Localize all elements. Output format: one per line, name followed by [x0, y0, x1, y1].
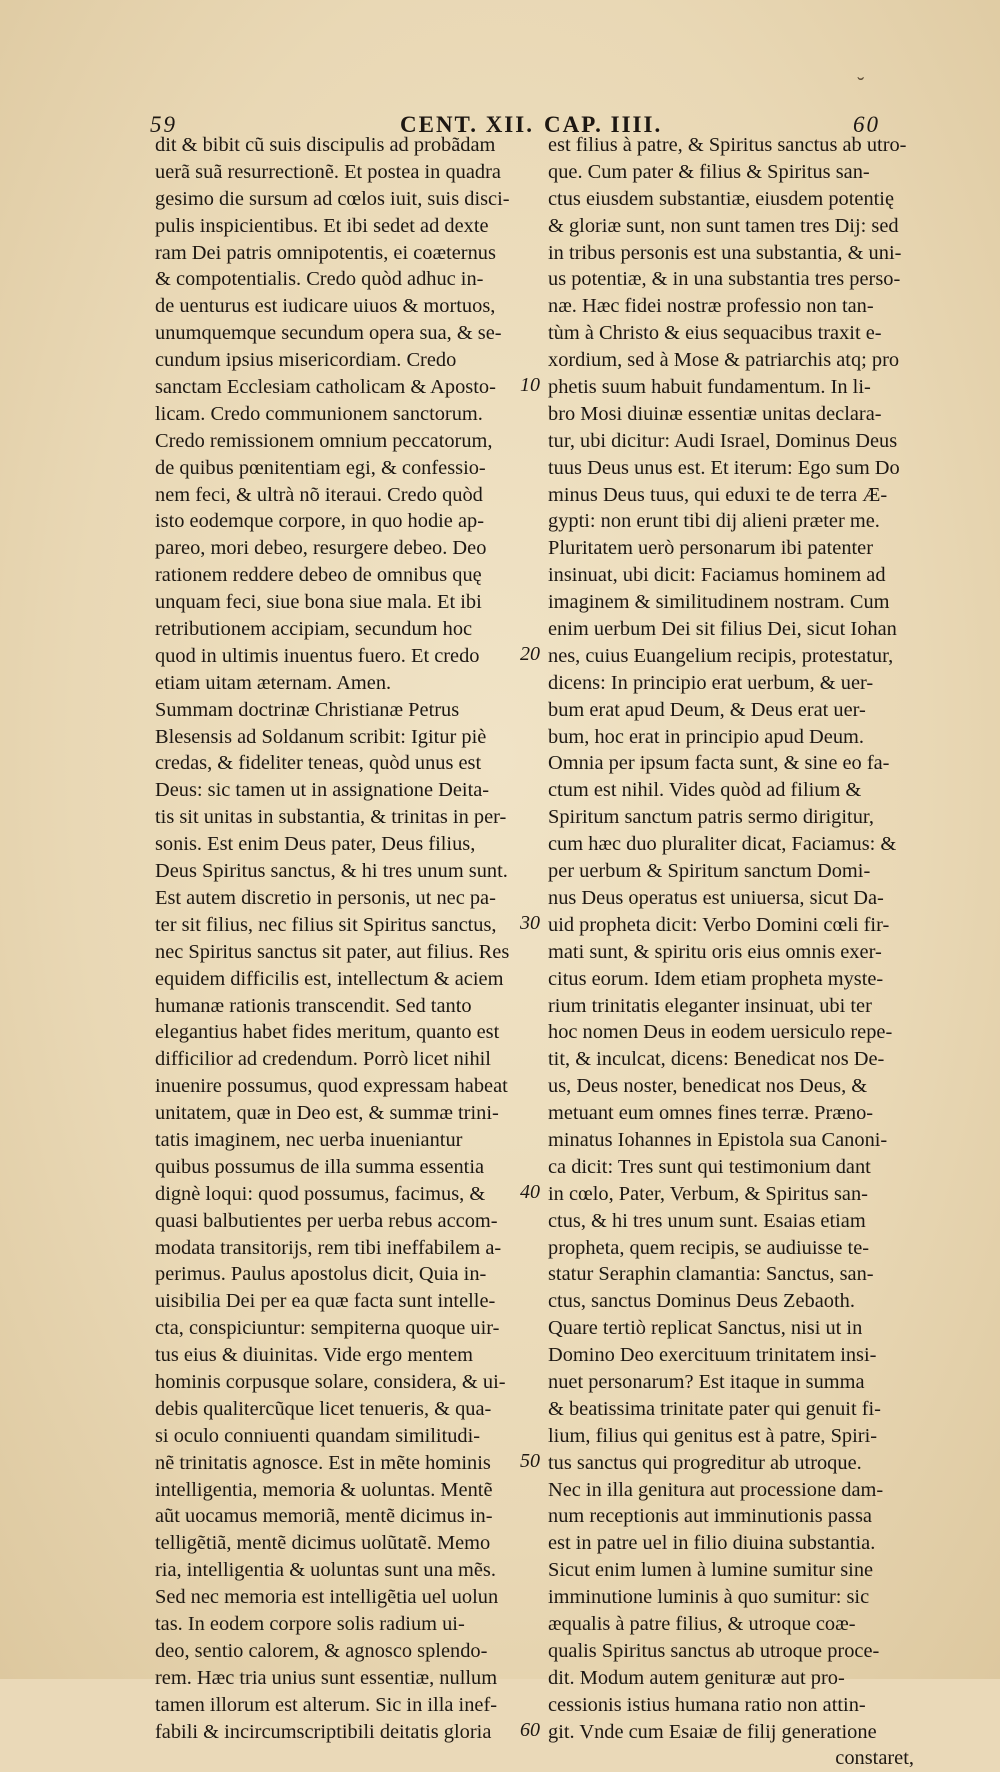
text-line: ctum est nihil. Vides quòd ad filium &: [548, 779, 862, 802]
text-line: cum hæc duo pluraliter dicat, Faciamus: &: [548, 833, 897, 856]
text-line: rem. Hæc tria unius sunt essentiæ, nullum: [155, 1666, 498, 1689]
text-line: pareo, mori debeo, resurgere debeo. Deo: [155, 537, 487, 560]
text-line: rium trinitatis eleganter insinuat, ubi ter: [548, 994, 872, 1017]
text-line: Blesensis ad Soldanum scribit: Igitur piè: [155, 725, 487, 748]
text-line: git. Vnde cum Esaiæ de filij generatione: [548, 1720, 877, 1743]
text-line: nes, cuius Euangelium recipis, protestatur,: [548, 644, 894, 667]
text-line: inuenire possumus, quod expressam habeat: [155, 1075, 508, 1098]
text-line: nus Deus operatus est uniuersa, sicut Da-: [548, 886, 884, 909]
text-line: unitatem, quæ in Deo est, & summæ trini-: [155, 1102, 499, 1125]
text-line: ca dicit: Tres sunt qui testimonium dant: [548, 1155, 871, 1178]
line-number: 50: [520, 1450, 540, 1473]
text-line: uid propheta dicit: Verbo Domini cœli fir-: [548, 913, 890, 936]
stray-ink-mark: ˘: [857, 72, 865, 97]
text-line: debis qualitercũque licet tenueris, & qua-: [155, 1397, 492, 1420]
text-line: enim uerbum Dei sit filius Dei, sicut Iohan: [548, 618, 897, 641]
text-line: tus eius & diuinitas. Vide ergo mentem: [155, 1344, 474, 1367]
text-line: dit & bibit cũ suis discipulis ad probãdam: [155, 134, 496, 156]
line-number: 60: [520, 1719, 540, 1742]
text-line: ter sit filius, nec filius sit Spiritus sanctus,: [155, 913, 497, 936]
text-line: bro Mosi diuinæ essentiæ unitas declara-: [548, 402, 882, 425]
text-line: & beatissima trinitate pater qui genuit fi-: [548, 1397, 881, 1420]
text-line: tas. In eodem corpore solis radium ui-: [155, 1612, 465, 1635]
text-line: gesimo die sursum ad cœlos iuit, suis disci-: [155, 187, 510, 210]
text-line: telligẽtiã, mentẽ dicimus uolũtatẽ. Memo: [155, 1532, 491, 1555]
text-line: Spiritum sanctum patris sermo dirigitur,: [548, 806, 874, 829]
text-line: lium, filius qui genitus est à patre, Spiri-: [548, 1424, 878, 1447]
text-line: tis sit unitas in substantia, & trinitas in per-: [155, 806, 507, 829]
catchword: constaret,: [835, 1747, 914, 1770]
text-line: minus Deus tuus, qui eduxi te de terra Æ-: [548, 483, 888, 506]
text-line: cundum ipsius misericordiam. Credo: [155, 349, 457, 372]
text-line: æqualis à patre filius, & utroque coæ-: [548, 1612, 856, 1635]
text-line: num receptionis aut imminutionis passa: [548, 1505, 872, 1528]
text-line: & compotentialis. Credo quòd adhuc in-: [155, 268, 484, 291]
text-line: nẽ trinitatis agnosce. Est in mẽte hominis: [155, 1451, 491, 1474]
text-line: uerã suã resurrectionẽ. Et postea in quadra: [155, 160, 501, 183]
text-line: imaginem & similitudinem nostram. Cum: [548, 591, 890, 614]
text-line: nem feci, & ultrà nõ iteraui. Credo quòd: [155, 483, 483, 506]
text-line: pulis inspicientibus. Et ibi sedet ad dexte: [155, 214, 489, 237]
left-text-column: [155, 132, 520, 1745]
text-line: xordium, sed à Mose & patriarchis atq; pro: [548, 349, 900, 372]
text-line: tit, & inculcat, dicens: Benedicat nos De-: [548, 1048, 885, 1071]
text-line: quasi balbutientes per uerba rebus accom-: [155, 1209, 498, 1232]
text-line: Pluritatem uerò personarum ibi patenter: [548, 537, 874, 560]
text-line: equidem difficilis est, intellectum & aciem: [155, 967, 504, 990]
text-line: dicens: In principio erat uerbum, & uer-: [548, 671, 874, 694]
text-line: retributionem accipiam, secundum hoc: [155, 618, 473, 641]
text-line: us potentiæ, & in una substantia tres perso-: [548, 268, 901, 291]
text-line: elegantius habet fides meritum, quanto est: [155, 1021, 500, 1044]
text-line: quibus possumus de illa summa essentia: [155, 1155, 485, 1178]
text-line: gypti: non erunt tibi dij alieni præter me.: [548, 510, 880, 533]
running-head-left: CENT. XII.: [400, 112, 534, 137]
text-line: cta, conspiciuntur: sempiterna quoque uir-: [155, 1317, 500, 1340]
text-line: Domino Deo exercituum trinitatem insi-: [548, 1344, 877, 1367]
text-line: fabili & incircumscriptibili deitatis gloria: [155, 1720, 492, 1743]
text-line: dit. Modum autem genituræ aut pro-: [548, 1666, 845, 1689]
text-line: Sed nec memoria est intelligẽtia uel uolun: [155, 1586, 499, 1609]
text-line: modata transitorijs, rem tibi ineffabilem a-: [155, 1236, 502, 1259]
text-line: perimus. Paulus apostolus dicit, Quia in-: [155, 1263, 487, 1286]
text-line: que. Cum pater & filius & Spiritus san-: [548, 160, 870, 183]
folio-number-left: 59: [150, 112, 177, 137]
text-line: per uerbum & Spiritum sanctum Domi-: [548, 860, 871, 883]
text-line: Sicut enim lumen à lumine sumitur sine: [548, 1559, 874, 1582]
text-line: ctus, sanctus Dominus Deus Zebaoth.: [548, 1290, 855, 1313]
text-line: Est autem discretio in personis, ut nec pa-: [155, 886, 496, 909]
text-line: in tribus personis est una substantia, & uni-: [548, 241, 902, 264]
text-line: etiam uitam æternam. Amen.: [155, 671, 392, 694]
text-line: mati sunt, & spiritu oris eius omnis exer-: [548, 940, 882, 963]
text-line: deo, sentio calorem, & agnosco splendo-: [155, 1639, 488, 1662]
text-line: unquam feci, siue bona siue mala. Et ibi: [155, 591, 482, 614]
text-line: propheta, quem recipis, se audiuisse te-: [548, 1236, 870, 1259]
running-head-right: CAP. IIII.: [544, 112, 663, 137]
line-number: 20: [520, 643, 540, 666]
text-line: imminutione luminis à quo sumitur: sic: [548, 1586, 870, 1609]
text-line: humanæ rationis transcendit. Sed tanto: [155, 994, 472, 1017]
text-line: credas, & fideliter teneas, quòd unus est: [155, 752, 482, 775]
text-line: aũt uocamus memoriã, mentẽ dicimus in-: [155, 1505, 493, 1528]
text-line: Deus Spiritus sanctus, & hi tres unum sunt.: [155, 860, 508, 883]
text-line: unumquemque secundum opera sua, & se-: [155, 322, 502, 345]
text-line: ram Dei patris omnipotentis, ei coæternus: [155, 241, 496, 264]
text-line: est filius à patre, & Spiritus sanctus ab utro-: [548, 134, 907, 156]
text-line: Nec in illa genitura aut processione dam-: [548, 1478, 884, 1501]
text-line: ctus eiusdem substantiæ, eiusdem potentię: [548, 187, 895, 210]
text-line: quod in ultimis inuentus fuero. Et credo: [155, 644, 480, 667]
text-line: Summam doctrinæ Christianæ Petrus: [155, 698, 460, 721]
line-number: 10: [520, 374, 540, 397]
text-line: isto eodemque corpore, in quo hodie ap-: [155, 510, 484, 533]
text-line: Deus: sic tamen ut in assignatione Deita-: [155, 779, 490, 802]
text-line: hominis corpusque solare, considera, & ui-: [155, 1370, 506, 1393]
text-line: difficilior ad credendum. Porrò licet nihil: [155, 1048, 491, 1071]
text-line: Omnia per ipsum facta sunt, & sine eo fa-: [548, 752, 890, 775]
text-line: sanctam Ecclesiam catholicam & Aposto-: [155, 376, 496, 399]
text-line: minatus Iohannes in Epistola sua Canoni-: [548, 1128, 888, 1151]
text-line: rationem reddere debeo de omnibus quę: [155, 564, 482, 587]
text-line: de uenturus est iudicare uiuos & mortuos,: [155, 295, 496, 318]
text-line: insinuat, ubi dicit: Faciamus hominem ad: [548, 564, 886, 587]
text-line: bum erat apud Deum, & Deus erat uer-: [548, 698, 866, 721]
text-line: sonis. Est enim Deus pater, Deus filius,: [155, 833, 476, 856]
text-line: dignè loqui: quod possumus, facimus, &: [155, 1182, 486, 1205]
text-line: phetis suum habuit fundamentum. In li-: [548, 376, 871, 399]
text-line: Credo remissionem omnium peccatorum,: [155, 429, 493, 452]
text-line: ria, intelligentia & uoluntas sunt una mẽs.: [155, 1559, 496, 1582]
text-line: tùm à Christo & eius sequacibus traxit e-: [548, 322, 882, 345]
text-line: de quibus pœnitentiam egi, & confessio-: [155, 456, 486, 479]
text-line: nec Spiritus sanctus sit pater, aut filius. Res: [155, 940, 510, 963]
text-line: nuet personarum? Est itaque in summa: [548, 1370, 865, 1393]
text-line: intelligentia, memoria & uoluntas. Mentẽ: [155, 1478, 493, 1501]
folio-number-right: 60: [853, 112, 880, 137]
text-line: tur, ubi dicitur: Audi Israel, Dominus Deus: [548, 429, 898, 452]
text-line: qualis Spiritus sanctus ab utroque proce-: [548, 1639, 880, 1662]
line-number: 40: [520, 1181, 540, 1204]
text-line: in cœlo, Pater, Verbum, & Spiritus san-: [548, 1182, 868, 1205]
text-line: & gloriæ sunt, non sunt tamen tres Dij: sed: [548, 214, 899, 237]
text-line: hoc nomen Deus in eodem uersiculo repe-: [548, 1021, 893, 1044]
text-line: si oculo conniuenti quandam similitudi-: [155, 1424, 481, 1447]
text-line: tatis imaginem, nec uerba inueniantur: [155, 1128, 463, 1151]
text-line: tamen illorum est alterum. Sic in illa inef-: [155, 1693, 498, 1716]
text-line: cessionis istius humana ratio non attin-: [548, 1693, 866, 1716]
line-number: 30: [520, 912, 540, 935]
text-line: næ. Hæc fidei nostræ professio non tan-: [548, 295, 874, 318]
text-line: licam. Credo communionem sanctorum.: [155, 402, 483, 425]
text-line: est in patre uel in filio diuina substantia.: [548, 1532, 876, 1555]
text-line: statur Seraphin clamantia: Sanctus, san-: [548, 1263, 874, 1286]
text-line: us, Deus noster, benedicat nos Deus, &: [548, 1075, 868, 1098]
text-line: ctus, & hi tres unum sunt. Esaias etiam: [548, 1209, 866, 1232]
text-line: bum, hoc erat in principio apud Deum.: [548, 725, 864, 748]
right-text-column: [548, 132, 916, 1772]
text-line: citus eorum. Idem etiam propheta myste-: [548, 967, 884, 990]
text-line: uisibilia Dei per ea quæ facta sunt intelle-: [155, 1290, 496, 1313]
text-line: Quare tertiò replicat Sanctus, nisi ut in: [548, 1317, 863, 1340]
text-line: tus sanctus qui progreditur ab utroque.: [548, 1451, 862, 1474]
text-line: tuus Deus unus est. Et iterum: Ego sum Do: [548, 456, 900, 479]
text-line: metuant eum omnes fines terræ. Præno-: [548, 1102, 874, 1125]
